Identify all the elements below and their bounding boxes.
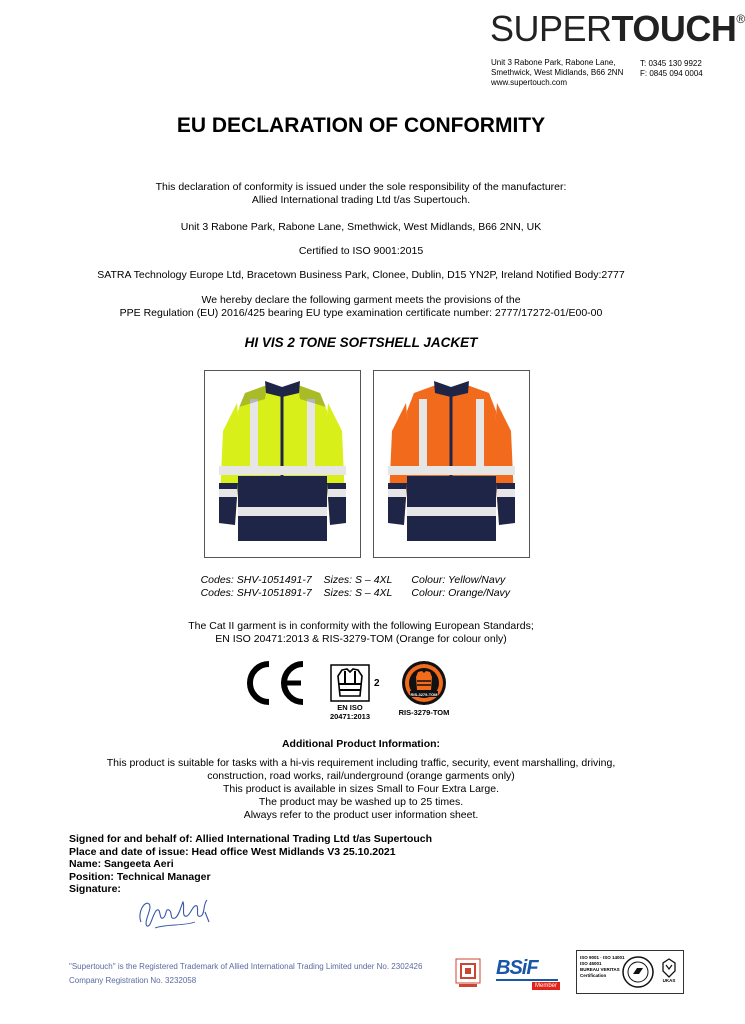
additional-info-line-5: Always refer to the product user information sheet. [243,809,479,821]
company-address [491,58,623,88]
ukas-text: UKAS [662,978,676,983]
en-iso-label [324,703,376,721]
jacket-orange-illustration [374,371,529,557]
standards-line-2: EN ISO 20471:2013 & RIS-3279-TOM (Orange for colour only) [215,633,507,645]
bureau-text-2: ISO 45001 [580,961,602,966]
additional-info-line-3: This product is available in sizes Small to Four Extra Large. [222,783,500,795]
bsif-member-badge: Member [532,982,560,990]
footer-registration: Company Registration No. 3232058 [69,976,197,985]
bureau-text-3: BUREAU VERITAS [580,967,620,972]
bsif-logo [496,957,562,989]
bsif-wordmark: BSiF [496,957,538,979]
additional-info-line-1: This product is suitable for tasks with a hi-vis requirement including traffic, security, event marshalling, driving, [106,757,616,769]
standards-line-1: The Cat II garment is in conformity with the following European Standards; [188,620,534,632]
ris-mark [396,660,452,720]
address-line-1: Unit 3 Rabone Park, Rabone Lane, [491,58,616,67]
product-colour: Colour: Orange/Navy [411,587,511,599]
product-colour: Colour: Yellow/Navy [411,574,506,586]
declaration-line-1: We hereby declare the following garment meets the provisions of the [201,294,521,306]
intro-line-2: Allied International trading Ltd t/as Supertouch. [251,194,471,206]
fax: F: 0845 094 0004 [640,69,703,78]
signature-scribble-icon [135,892,215,932]
additional-info-line-4: The product may be washed up to 25 times. [258,796,464,808]
product-code: Codes: SHV-1051491-7 [200,574,312,586]
telephone: T: 0345 130 9922 [640,59,702,68]
signatory-position: Position: Technical Manager [69,870,211,883]
logo-super: SUPER [490,8,612,49]
hi-vis-jacket-pictogram-icon [330,664,370,702]
manufacturer-address: Unit 3 Rabone Park, Rabone Lane, Smethwick, West Midlands, B66 2NN, UK [180,221,542,233]
declaration-statement [0,294,722,320]
ris-label: RIS-3279-TOM [398,708,450,717]
signature-label: Signature: [69,883,121,895]
logo-registered-mark: ® [736,12,745,26]
link-up-logo [455,958,481,988]
standards-statement [0,620,722,646]
product-sizes: Sizes: S – 4XL [323,574,393,586]
en-iso-label-line-2: 20471:2013 [329,712,371,721]
additional-info-body [0,757,722,822]
additional-info-line-2: construction, road works, rail/underground (orange garments only) [207,770,515,782]
additional-info-heading: Additional Product Information: [281,738,441,750]
en-iso-label-line-1: EN ISO [337,703,363,712]
product-codes [0,574,722,600]
product-photo-yellow [204,370,361,558]
product-title: HI VIS 2 TONE SOFTSHELL JACKET [244,335,478,350]
logo-touch: TOUCH [611,8,737,49]
bureau-veritas-seal-icon [622,956,654,988]
declaration-line-2: PPE Regulation (EU) 2016/425 bearing EU type examination certificate number: 2777/17272-01/E00-00 [119,307,603,319]
product-sizes: Sizes: S – 4XL [323,587,393,599]
bureau-veritas-text [580,955,625,979]
ris-badge-icon [401,660,447,706]
document-title: EU DECLARATION OF CONFORMITY [176,114,546,137]
supertouch-logo [490,8,745,50]
bureau-text-1: ISO 9001 · ISO 14001 [580,955,625,960]
ris-badge-text: RIS-3279-TOM [410,691,438,697]
ce-mark-icon [243,660,307,706]
signature-block [69,833,432,896]
link-up-logo-icon [455,958,481,988]
iso-certification: Certified to ISO 9001:2015 [298,245,424,257]
ce-mark [243,660,307,706]
product-code: Codes: SHV-1051891-7 [200,587,312,599]
footer-trademark [69,960,422,988]
jacket-yellow-illustration [205,371,360,557]
bureau-veritas-cert [576,950,684,994]
address-line-2: Smethwick, West Midlands, B66 2NN [491,68,624,77]
en-iso-pictogram [330,664,390,724]
product-code-row [0,587,722,600]
footer-trademark-line: "Supertouch" is the Registered Trademark of Allied International Trading Limited under No. 2302426 [69,962,423,971]
signatory-name: Name: Sangeeta Aeri [69,858,174,870]
bureau-text-4: Certification [580,973,607,978]
website: www.supertouch.com [491,78,568,87]
notified-body: SATRA Technology Europe Ltd, Bracetown Business Park, Clonee, Dublin, D15 YN2P, Ireland Notified Body:2777 [97,269,625,281]
product-photo-orange [373,370,530,558]
company-phone [640,59,703,79]
handwritten-signature [135,892,215,932]
product-code-row [0,574,722,587]
class-number: 2 [374,678,380,689]
intro-line-1: This declaration of conformity is issued under the sole responsibility of the manufacturer: [155,181,567,193]
place-and-date: Place and date of issue: Head office West Midlands V3 25.10.2021 [69,845,396,858]
signed-on-behalf: Signed for and behalf of: Allied International Trading Ltd t/as Supertouch [69,833,433,845]
intro-manufacturer [0,181,722,207]
ukas-icon [659,957,679,983]
